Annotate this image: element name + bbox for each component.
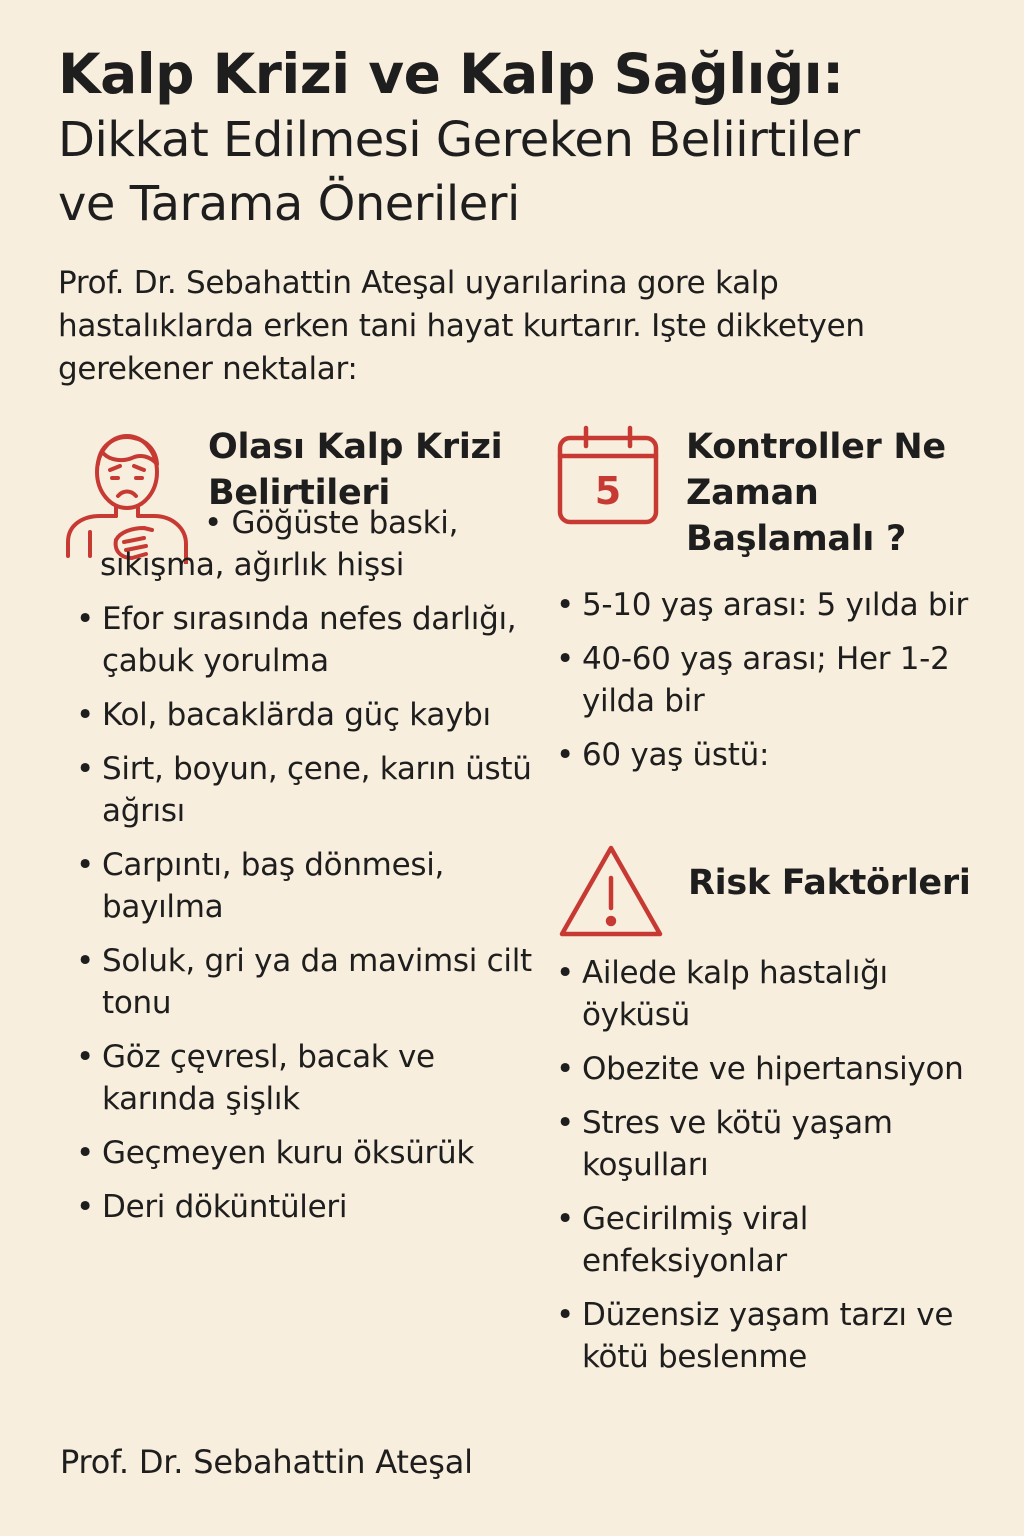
risk-list: [556, 952, 976, 1390]
risk-text: Düzensiz yaşam tarzı ve kötü beslenme: [582, 1297, 954, 1375]
risk-text: Ailede kalp hastalığı öyküsü: [582, 955, 888, 1033]
checkups-title: Kontroller Ne Zaman Başlamalı ?: [686, 427, 946, 559]
list-item: [556, 952, 976, 1036]
page-title: [58, 40, 998, 236]
risk-text: Gecirilmiş viral enfeksiyonlar: [582, 1201, 809, 1279]
symptom-text: Sirt, boyun, çene, karın üstü ağrısı: [102, 751, 532, 829]
symptoms-title: Olası Kalp Krizi Belirtileri: [208, 427, 503, 513]
list-item: [76, 1132, 536, 1174]
checkups-list: [556, 584, 976, 788]
symptom-text: Geçmeyen kuru öksürük: [102, 1135, 474, 1171]
risk-text: Obezite ve hipertansiyon: [582, 1051, 964, 1087]
list-item: [76, 748, 536, 832]
symptoms-list: [76, 505, 536, 1240]
list-item: [76, 694, 536, 736]
symptom-text: Carpıntı, baş dönmesi, bayılma: [102, 847, 445, 925]
list-item: [76, 1036, 536, 1120]
list-item: [76, 502, 536, 586]
checkup-text: 5-10 yaş arası: 5 yıldа bir: [582, 587, 968, 623]
list-item: [556, 1048, 976, 1090]
symptom-text: Kol, bacaklärda güç kaybı: [102, 697, 491, 733]
list-item: [556, 734, 976, 776]
symptom-text: Deri döküntüleri: [102, 1189, 348, 1225]
list-item: [556, 584, 976, 626]
symptom-text: Efor sırasında nefes darlığı, çabuk yorulma: [102, 601, 517, 679]
checkup-text: 40-60 yaş arası; Her 1-2 yilda bir: [582, 641, 950, 719]
calendar-number: 5: [594, 469, 622, 513]
risk-title: Risk Faktörleri: [688, 863, 971, 903]
symptom-text: Göz çęvresl, bacak ve karında şişlık: [102, 1039, 435, 1117]
list-item: [556, 1294, 976, 1378]
list-item: [556, 1102, 976, 1186]
symptom-text: • Göğüste baski, sıkışma, ağırlık hişsi: [100, 505, 459, 583]
intro-text: Prof. Dr. Sebahattin Ateşal uyarılarina gore kalp hastalıklarda erken tani hayat kurtarır. Işte dikketyen gerekener nektalar:: [58, 265, 865, 387]
list-item: [76, 598, 536, 682]
list-item: [556, 638, 976, 722]
symptom-text: Soluk, gri ya da mavimsi cilt tonu: [102, 943, 532, 1021]
author-footer: Prof. Dr. Sebahattin Ateşal: [60, 1443, 473, 1481]
risk-text: Stres ve kötü yaşam koşulları: [582, 1105, 893, 1183]
list-item: [556, 1198, 976, 1282]
list-item: [76, 844, 536, 928]
title-main: Kalp Krizi ve Kalp Sağlığı:: [58, 42, 844, 106]
list-item: [76, 940, 536, 1024]
calendar-icon: [556, 424, 660, 526]
list-item: [76, 1186, 536, 1228]
title-subtitle: Dikkat Edilmesi Gereken Beliirtiler ve Tarama Önerileri: [58, 112, 860, 232]
checkup-text: 60 yaş üstü:: [582, 737, 770, 773]
warning-triangle-icon: [556, 842, 666, 942]
